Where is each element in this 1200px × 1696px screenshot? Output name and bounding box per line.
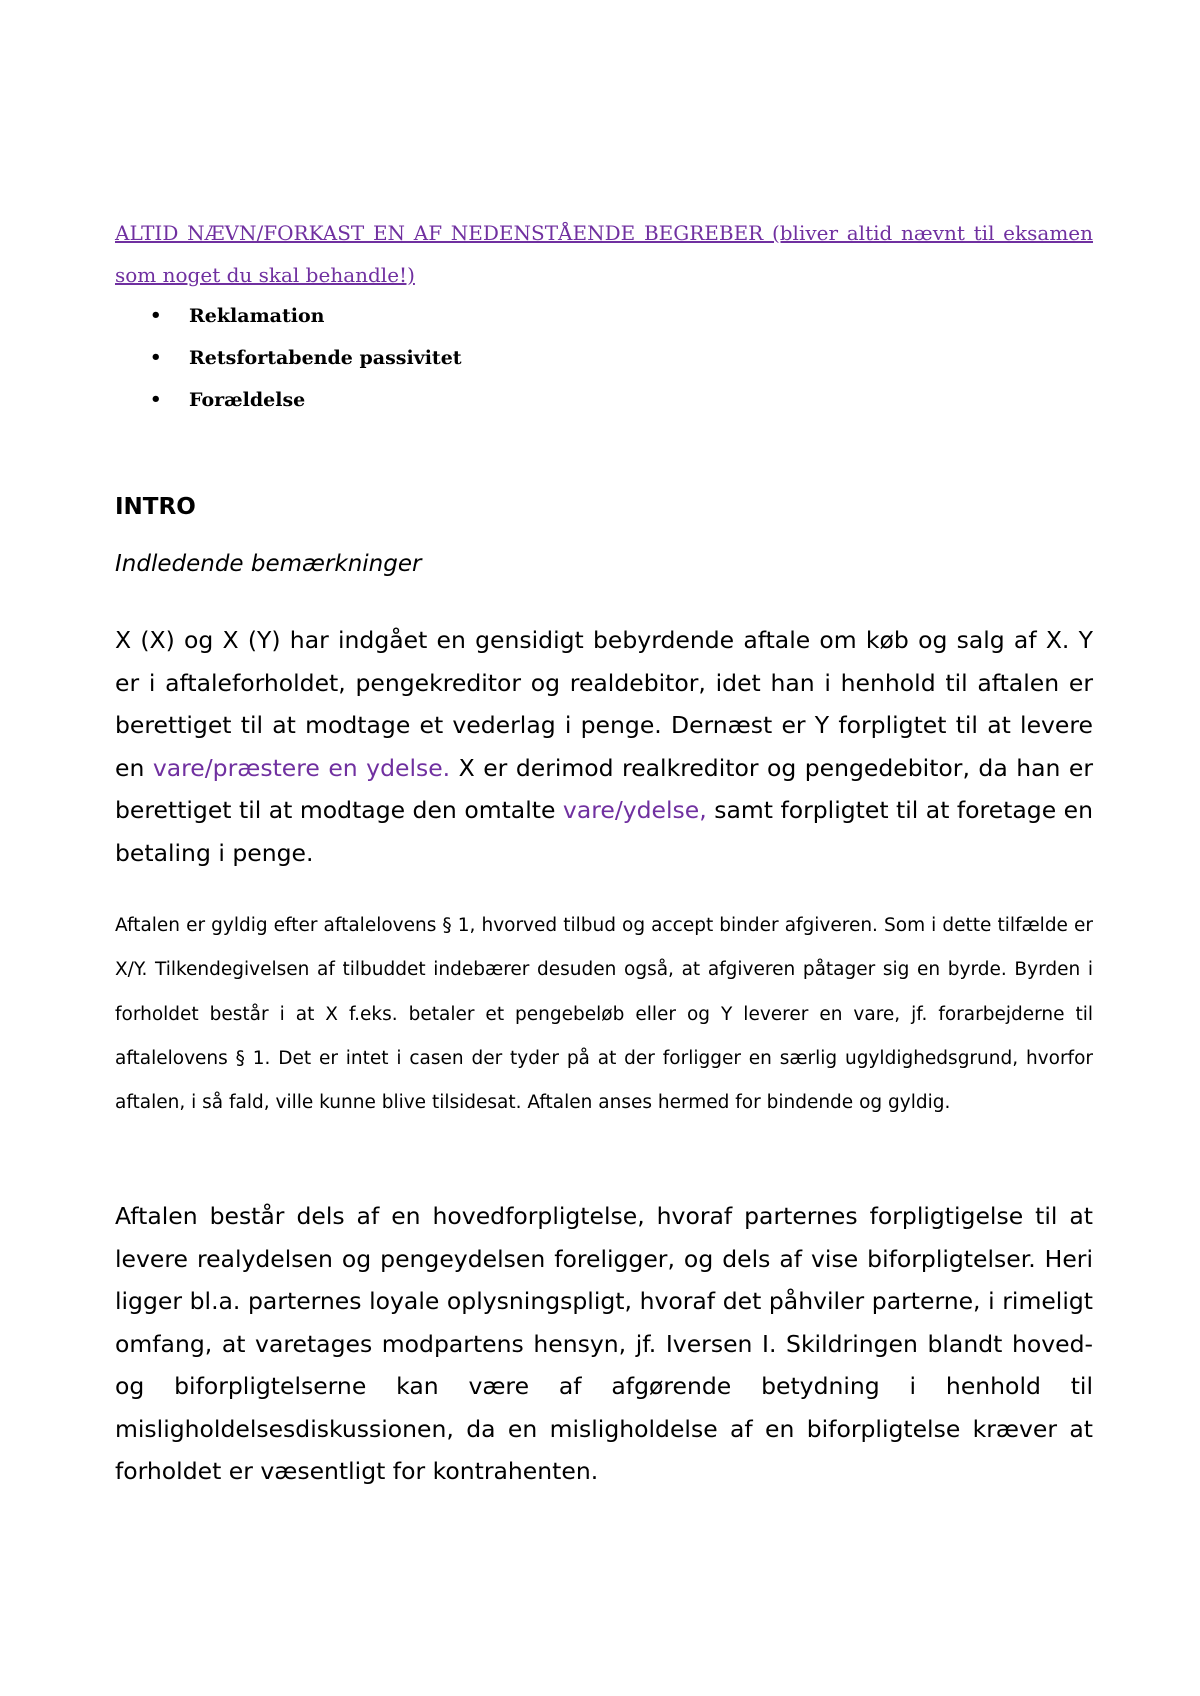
paragraph-parties — [115, 619, 1093, 874]
list-item-label: Forældelse — [189, 389, 306, 411]
list-item — [115, 337, 462, 379]
bullet-icon: • — [150, 347, 162, 368]
list-item — [115, 379, 462, 421]
paragraph-text: X (X) og X (Y) har indgået en gensidigt bebyrdende aftale om køb og salg af X. Y er i aftaleforholdet, pengekreditor og realdebitor, idet han i henhold til aftalen er berettiget til at modtage et vederlag i penge. Dernæst er Y forpligtet til at levere en — [115, 626, 1093, 782]
exam-notice: ALTID NÆVN/FORKAST EN AF NEDENSTÅENDE BEGREBER (bliver altid nævnt til eksamen som noget du skal behandle!) — [115, 221, 1093, 287]
highlighted-text: vare/ydelse, — [562, 796, 707, 824]
paragraph-obligations: Aftalen består dels af en hovedforpligtelse, hvoraf parternes forpligtigelse til at levere realydelsen og pengeydelsen foreligger, og dels af vise biforpligtelser. Heri ligger bl.a. parternes loyale oplysningspligt, hvoraf det påhviler parterne, i rimeligt omfang, at varetages modpartens hensyn, jf. Iversen I. Skildringen blandt hoved- og biforpligtelserne kan være af afgørende betydning i henhold til misligholdelsesdiskussionen, da en misligholdelse af en biforpligtelse kræver at forholdet er væsentligt for kontrahenten. — [115, 1202, 1093, 1485]
list-item-label: Retsfortabende passivitet — [189, 347, 462, 369]
bullet-icon: • — [150, 305, 162, 326]
highlighted-text: vare/præstere en ydelse. — [152, 753, 451, 782]
concept-list — [115, 295, 462, 421]
paragraph-text: samt forpligtet til at foretage en betaling i penge. — [115, 796, 1093, 867]
section-heading: INTRO — [115, 494, 196, 520]
list-item-label: Reklamation — [189, 305, 325, 327]
paragraph-text: X er derimod realkreditor og pengedebitor, da han er berettiget til at modtage den omtalte — [115, 753, 1094, 824]
paragraph-validity: Aftalen er gyldig efter aftalelovens § 1, hvorved tilbud og accept binder afgiveren. Som i dette tilfælde er X/Y. Tilkendegivelsen af tilbuddet indebærer desuden også, at afgiveren påtager sig en byrde. Byrden i forholdet består i at X f.eks. betaler et pengebeløb eller og Y leverer en vare, jf. forarbejderne til aftalelovens § 1. Det er intet i casen der tyder på at der forligger en særlig ugyldighedsgrund, hvorfor aftalen, i så fald, ville kunne blive tilsidesat. Aftalen anses hermed for bindende og gyldig. — [115, 915, 1093, 1114]
list-item — [115, 295, 462, 337]
section-subheading: Indledende bemærkninger — [115, 551, 422, 577]
bullet-icon: • — [150, 389, 162, 410]
